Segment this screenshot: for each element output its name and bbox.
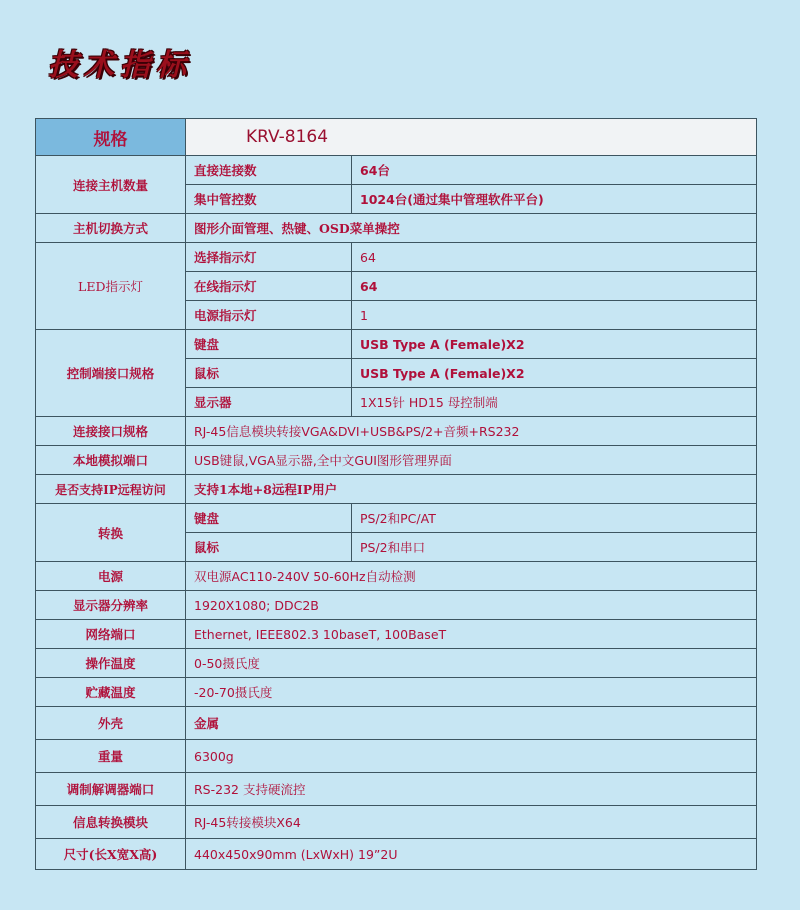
row-label-led: LED指示灯 [36,243,186,330]
table-row [36,707,757,740]
row-label-conversion: 转换 [36,504,186,562]
model-name: KRV-8164 [186,119,757,156]
value-direct: 64台 [352,156,757,185]
table-row [36,740,757,773]
row-label-power: 电源 [36,562,186,591]
table-row [36,156,757,185]
table-row [36,214,757,243]
value-console-mouse: USB Type A (Female)X2 [352,359,757,388]
value-resolution: 1920X1080; DDC2B [186,591,757,620]
row-label-ip-remote: 是否支持IP远程访问 [36,475,186,504]
row-label-conn-interface: 连接接口规格 [36,417,186,446]
sub-label-conv-mouse: 鼠标 [186,533,352,562]
table-row [36,620,757,649]
value-console-display: 1X15针 HD15 母控制端 [352,388,757,417]
header-label: 规格 [36,119,186,156]
row-label-modem: 调制解调器端口 [36,773,186,806]
table-row [36,591,757,620]
value-signal-module: RJ-45转接模块X64 [186,806,757,839]
sub-label-online: 在线指示灯 [186,272,352,301]
table-row [36,243,757,272]
sub-label-direct: 直接连接数 [186,156,352,185]
table-row [36,773,757,806]
row-label-dimensions: 尺寸(长X宽X高) [36,839,186,870]
value-dimensions: 440x450x90mm (LxWxH) 19”2U [186,839,757,870]
table-row [36,649,757,678]
table-row [36,504,757,533]
row-label-op-temp: 操作温度 [36,649,186,678]
row-label-console: 控制端接口规格 [36,330,186,417]
value-power: 双电源AC110-240V 50-60Hz自动检测 [186,562,757,591]
sub-label-central: 集中管控数 [186,185,352,214]
value-storage-temp: -20-70摄氏度 [186,678,757,707]
value-conv-keyboard: PS/2和PC/AT [352,504,757,533]
value-local-port: USB键鼠,VGA显示器,全中文GUI图形管理界面 [186,446,757,475]
row-label-weight: 重量 [36,740,186,773]
table-row [36,678,757,707]
value-op-temp: 0-50摄氏度 [186,649,757,678]
table-row [36,839,757,870]
page-title: 技术指标 [48,48,192,83]
sub-label-console-keyboard: 键盘 [186,330,352,359]
value-weight: 6300g [186,740,757,773]
value-modem: RS-232 支持硬流控 [186,773,757,806]
sub-label-console-display: 显示器 [186,388,352,417]
row-label-network: 网络端口 [36,620,186,649]
table-header-row [36,119,757,156]
value-network: Ethernet, IEEE802.3 10baseT, 100BaseT [186,620,757,649]
value-online: 64 [352,272,757,301]
value-conn-interface: RJ-45信息模块转接VGA&DVI+USB&PS/2+音频+RS232 [186,417,757,446]
table-row [36,330,757,359]
row-label-hosts: 连接主机数量 [36,156,186,214]
row-label-signal-module: 信息转换模块 [36,806,186,839]
sub-label-conv-keyboard: 键盘 [186,504,352,533]
value-central: 1024台(通过集中管理软件平台) [352,185,757,214]
table-row [36,417,757,446]
sub-label-power-led: 电源指示灯 [186,301,352,330]
table-row [36,806,757,839]
row-label-switching: 主机切换方式 [36,214,186,243]
spec-table [35,118,757,870]
row-label-local-port: 本地模拟端口 [36,446,186,475]
value-switching: 图形介面管理、热键、OSD菜单操控 [186,214,757,243]
table-row [36,446,757,475]
sub-label-console-mouse: 鼠标 [186,359,352,388]
row-label-resolution: 显示器分辨率 [36,591,186,620]
value-housing: 金属 [186,707,757,740]
value-select: 64 [352,243,757,272]
value-power-led: 1 [352,301,757,330]
row-label-housing: 外壳 [36,707,186,740]
value-conv-mouse: PS/2和串口 [352,533,757,562]
sub-label-select: 选择指示灯 [186,243,352,272]
value-ip-remote: 支持1本地+8远程IP用户 [186,475,757,504]
row-label-storage-temp: 贮藏温度 [36,678,186,707]
value-console-keyboard: USB Type A (Female)X2 [352,330,757,359]
table-row [36,562,757,591]
table-row [36,475,757,504]
